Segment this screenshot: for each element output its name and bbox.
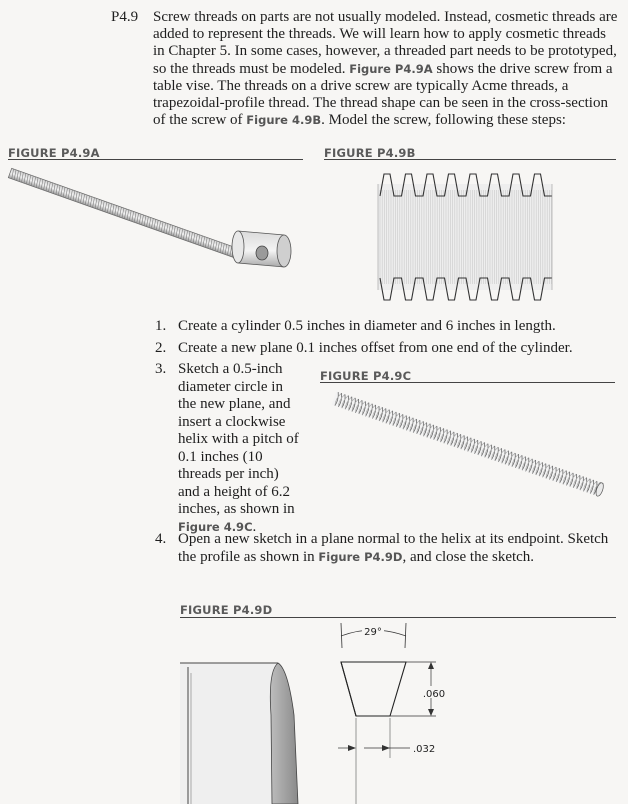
text-segment: helix with a pitch of [178, 431, 299, 447]
text-segment: and a height of 6.2 [178, 483, 291, 500]
figure-d-label: FIGURE P4.9D [180, 603, 273, 617]
text-segment: inches, as shown in [178, 501, 295, 517]
step-4-text [178, 531, 608, 566]
text-line [153, 95, 617, 112]
text-segment: in Chapter 5. In some cases, however, a threaded part needs to be prototyped, [153, 43, 617, 60]
text-segment: . Model the screw, following these steps: [321, 112, 566, 129]
text-segment: of the screw of [153, 112, 247, 129]
text-segment: , and close the sketch. [402, 548, 535, 565]
figure-reference: Figure P4.9A [349, 61, 433, 76]
text-line [178, 340, 573, 358]
threaded-rod [8, 168, 245, 260]
figure-b-label: FIGURE P4.9B [324, 146, 416, 160]
text-segment: the new plane, and [178, 396, 291, 412]
text-line [153, 112, 617, 129]
step-2-number: 2. [155, 340, 167, 356]
figure-d-rod-end [180, 655, 300, 804]
text-segment: added to represent the threads. We will learn how to apply cosmetic threads [153, 26, 606, 43]
figure-b-thread-section [370, 164, 560, 310]
text-segment: table vise. The threads on a drive screw are typically Acme threads, a [153, 77, 569, 94]
text-segment: the profile as shown in [178, 548, 319, 565]
step-1-text [178, 318, 556, 336]
text-line [178, 549, 608, 567]
text-line [153, 26, 617, 43]
text-segment: insert a clockwise [178, 413, 286, 430]
screw-knob [232, 231, 291, 267]
figure-reference: Figure P4.9D [318, 549, 403, 564]
text-line [178, 414, 299, 432]
text-line [178, 484, 299, 502]
figure-c-label: FIGURE P4.9C [320, 369, 412, 383]
text-line [178, 379, 299, 397]
text-segment: Sketch a 0.5-inch [178, 361, 283, 377]
step-2-text [178, 340, 573, 358]
step-3-text [178, 361, 299, 536]
text-segment: 0.1 inches (10 [178, 448, 263, 465]
step-4-number: 4. [155, 531, 167, 547]
figure-reference: Figure 4.9B [246, 113, 322, 128]
step-1-number: 1. [155, 318, 167, 334]
text-line [178, 531, 608, 549]
text-segment: so the threads must be modeled. [153, 60, 350, 77]
figure-a-label: FIGURE P4.9A [8, 146, 100, 160]
figure-a-rule [8, 159, 303, 160]
text-segment: diameter circle in [178, 378, 283, 395]
problem-text [153, 9, 617, 129]
text-segment: Screw threads on parts are not usually modeled. Instead, cosmetic threads are [153, 9, 618, 25]
depth-dimension: .060 [422, 689, 446, 700]
text-segment: Create a new plane 0.1 inches offset from one end of the cylinder. [178, 340, 573, 356]
figure-c-rule [320, 382, 615, 383]
text-segment: trapezoidal-profile thread. The thread shape can be seen in the cross-section [153, 95, 608, 112]
text-line [178, 501, 299, 519]
angle-dimension: 29° [364, 627, 382, 638]
text-line [178, 466, 299, 484]
text-line [178, 449, 299, 467]
problem-number: P4.9 [111, 9, 139, 25]
text-segment: Create a cylinder 0.5 inches in diameter and 6 inches in length. [178, 318, 556, 334]
text-line [178, 431, 299, 449]
text-line [153, 9, 617, 26]
figure-a-drive-screw [6, 163, 306, 278]
step-3-number: 3. [155, 361, 167, 377]
text-line [178, 396, 299, 414]
figure-c-helix [326, 390, 611, 500]
figure-d-thread-profile [318, 620, 478, 804]
figure-reference: Figure 4.9C [178, 519, 253, 534]
text-segment: shows the drive screw from a [432, 60, 613, 77]
text-segment: . [252, 518, 257, 535]
text-line [178, 318, 556, 336]
text-line [153, 43, 617, 60]
text-line [178, 361, 299, 379]
text-segment: Open a new sketch in a plane normal to the helix at its endpoint. Sketch [178, 531, 609, 547]
text-line [153, 78, 617, 95]
text-line [153, 61, 617, 78]
figure-b-rule [324, 159, 616, 160]
flat-dimension: .032 [413, 744, 436, 755]
text-segment: threads per inch) [178, 466, 279, 482]
figure-d-rule [180, 617, 616, 618]
